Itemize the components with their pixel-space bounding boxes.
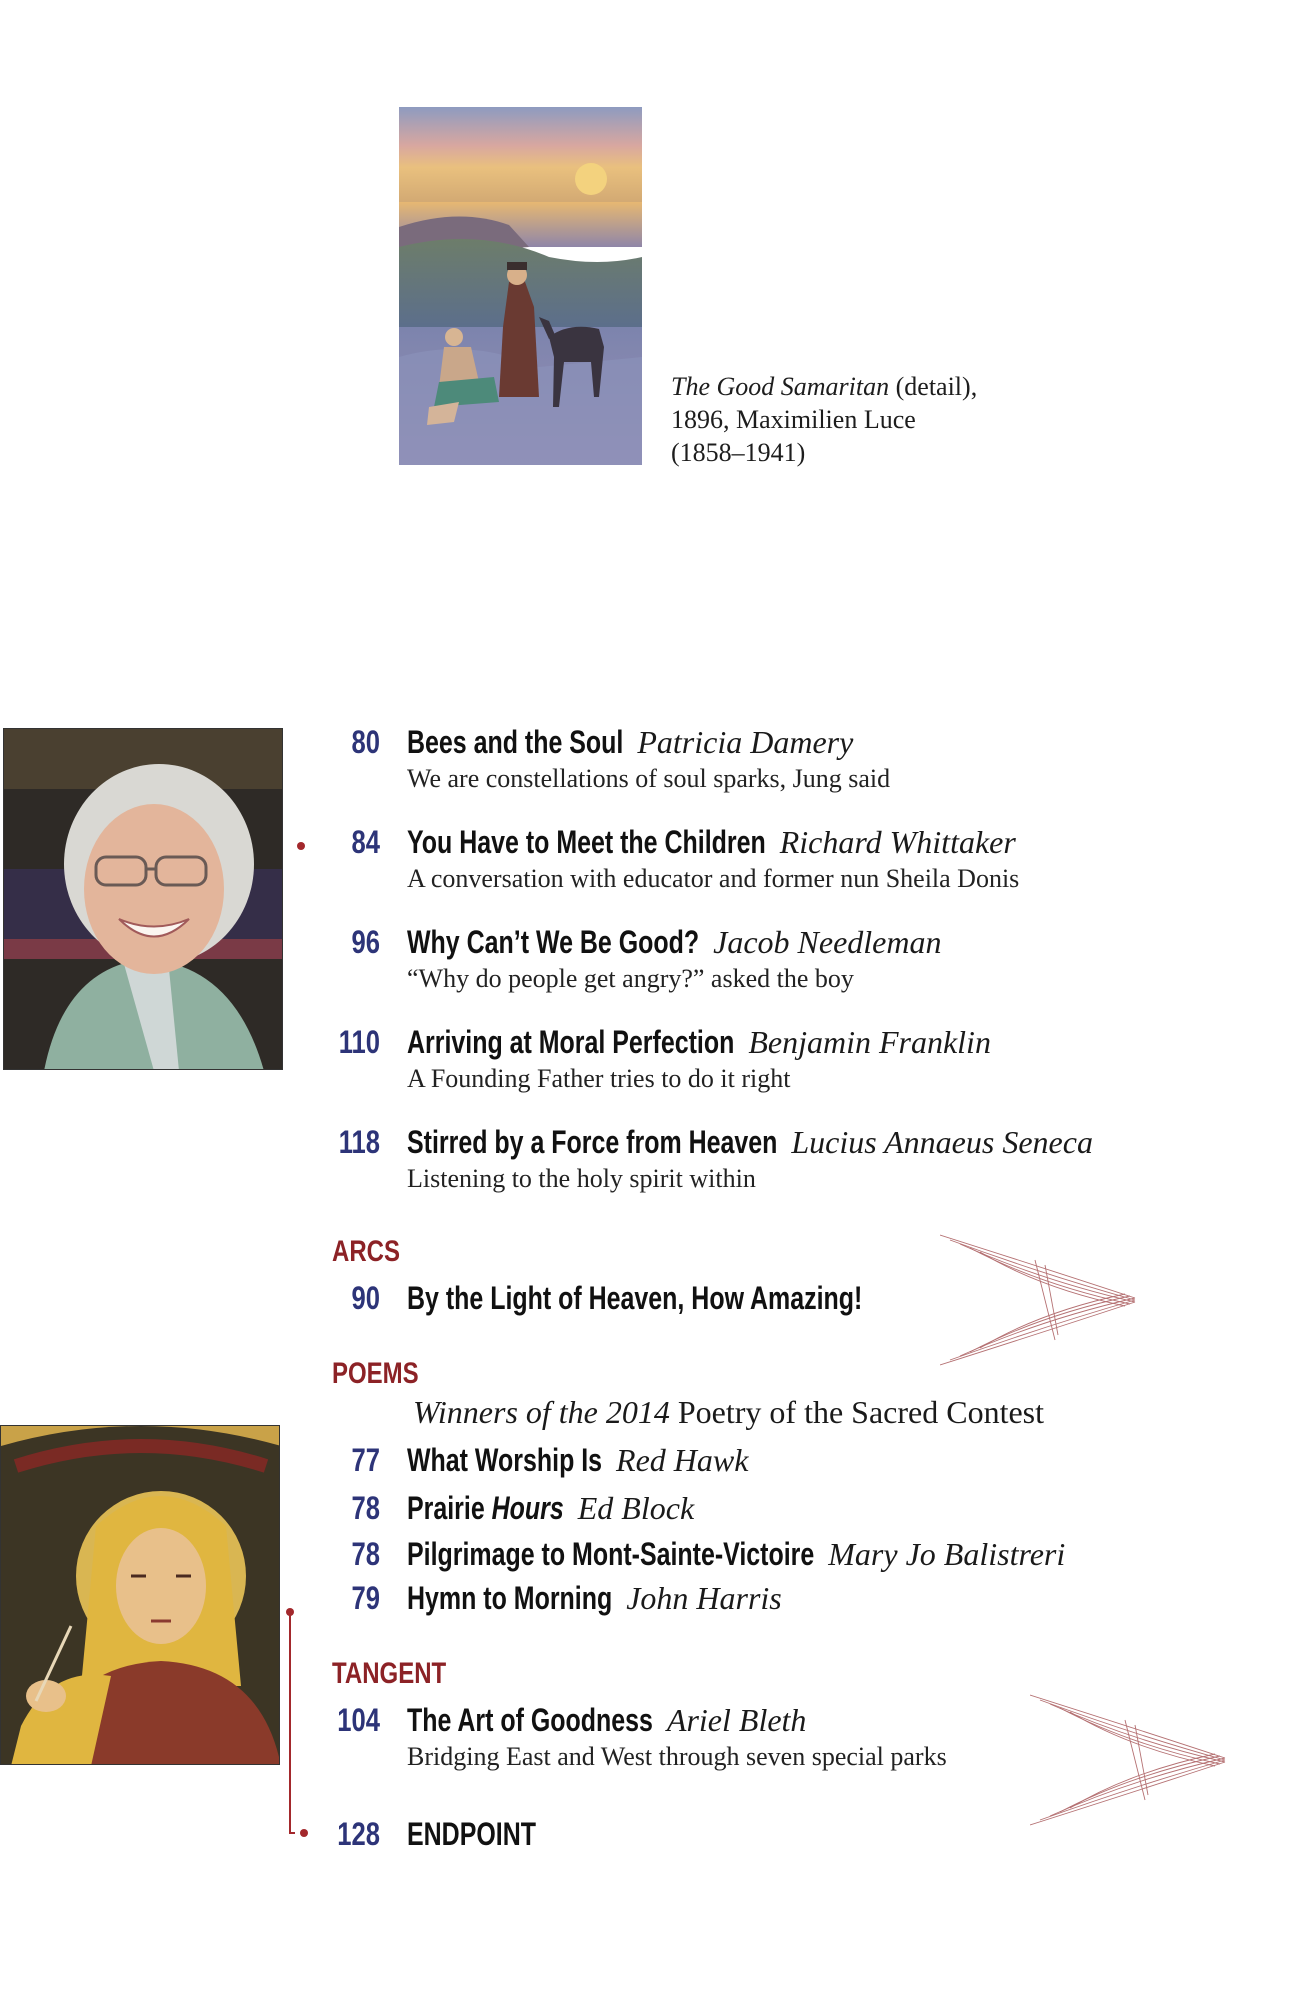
entry-title[interactable]: ENDPOINT <box>407 1816 536 1852</box>
page-number: 128 <box>337 1816 380 1852</box>
entry-title[interactable]: The Art of Goodness <box>407 1702 653 1738</box>
painting-caption <box>671 370 1051 469</box>
page-number: 96 <box>351 924 380 960</box>
entry-subtitle: Bridging East and West through seven special parks <box>407 1742 947 1771</box>
entry-author: Patricia Damery <box>637 724 854 760</box>
page-number: 110 <box>338 1024 380 1060</box>
page-number: 104 <box>337 1702 380 1738</box>
entry-author: Benjamin Franklin <box>748 1024 991 1060</box>
arc-ornament <box>940 1230 1140 1370</box>
entry-subtitle: A Founding Father tries to do it right <box>407 1064 791 1093</box>
entry-author: Richard Whittaker <box>779 824 1016 860</box>
entry-title[interactable]: Bees and the Soul <box>407 724 624 760</box>
poem-title[interactable] <box>407 1488 564 1528</box>
entry-author: Jacob Needleman <box>713 924 942 960</box>
poem-author: Mary Jo Balistreri <box>828 1536 1066 1572</box>
entry-title[interactable]: Arriving at Moral Perfection <box>407 1024 735 1060</box>
poems-intro-rest: Poetry of the Sacred Contest <box>669 1394 1045 1430</box>
entry-title[interactable]: Stirred by a Force from Heaven <box>407 1124 778 1160</box>
entry-author: Lucius Annaeus Seneca <box>791 1124 1093 1160</box>
good-samaritan-painting <box>399 107 642 465</box>
arc-ornament <box>1030 1690 1230 1830</box>
poem-title[interactable]: Pilgrimage to Mont-Sainte-Victoire <box>407 1536 815 1572</box>
page-number: 118 <box>338 1124 380 1160</box>
entry-title[interactable]: Why Can’t We Be Good? <box>407 924 700 960</box>
caption-title: The Good Samaritan <box>671 372 890 401</box>
caption-artist-dates: (1858–1941) <box>671 438 806 467</box>
caption-detail: (detail), <box>889 372 978 401</box>
section-heading-arcs: ARCS <box>332 1235 401 1268</box>
entry-title[interactable]: By the Light of Heaven, How Amazing! <box>407 1280 863 1316</box>
poem-title[interactable]: What Worship Is <box>407 1442 603 1478</box>
page-number: 79 <box>351 1580 380 1616</box>
entry-subtitle: “Why do people get angry?” asked the boy <box>407 964 854 993</box>
poem-title[interactable]: Hymn to Morning <box>407 1580 613 1616</box>
portrait-sheila-donis <box>3 728 283 1070</box>
entry-subtitle: Listening to the holy spirit within <box>407 1164 756 1193</box>
page-number: 80 <box>351 724 380 760</box>
poem-author: Red Hawk <box>616 1442 749 1478</box>
poem-title-part: Prairie <box>407 1490 492 1526</box>
portrait-saint-painting <box>0 1425 280 1765</box>
caption-date-artist: 1896, Maximilien Luce <box>671 405 916 434</box>
entry-title[interactable]: You Have to Meet the Children <box>407 824 766 860</box>
entry-subtitle: We are constellations of soul sparks, Jung said <box>407 764 891 793</box>
poems-intro-italic: Winners of the 2014 <box>413 1394 670 1430</box>
poems-intro <box>413 1392 1044 1432</box>
section-heading-tangent: TANGENT <box>332 1657 447 1690</box>
page-number: 90 <box>351 1280 380 1316</box>
poem-author: John Harris <box>626 1580 782 1616</box>
page-number: 84 <box>351 824 380 860</box>
page-number: 77 <box>351 1442 380 1478</box>
page-number: 78 <box>351 1536 380 1572</box>
entry-subtitle: A conversation with educator and former nun Sheila Donis <box>407 864 1020 893</box>
entry-author: Ariel Bleth <box>666 1702 807 1738</box>
poem-title-italic: Hours <box>491 1490 564 1526</box>
section-heading-poems: POEMS <box>332 1357 419 1390</box>
poem-author: Ed Block <box>577 1490 695 1526</box>
page-number: 78 <box>351 1490 380 1526</box>
